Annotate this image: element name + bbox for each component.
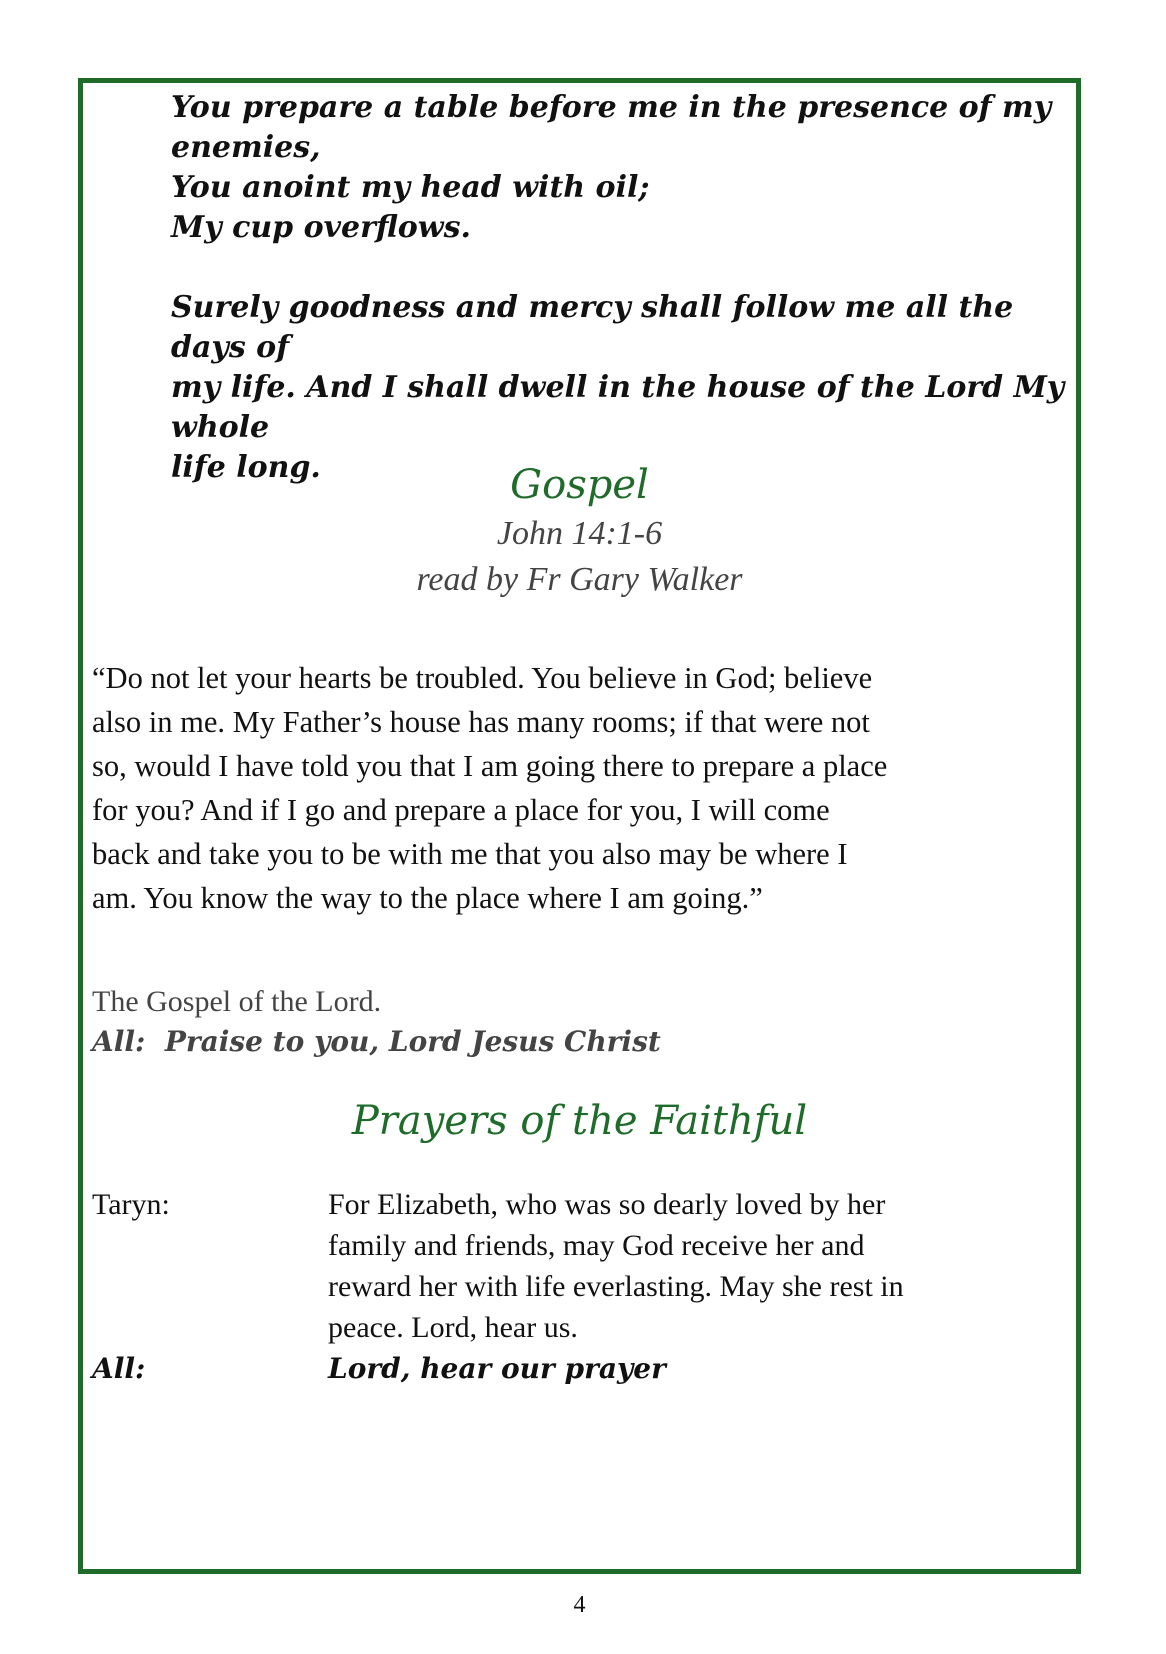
- prayer-text: [328, 1184, 1063, 1348]
- gospel-reference: John 14:1-6: [496, 515, 663, 552]
- prayer-line: For Elizabeth, who was so dearly loved by her: [328, 1188, 886, 1221]
- gospel-closing: The Gospel of the Lord.: [92, 985, 382, 1018]
- gospel-reader: read by Fr Gary Walker: [416, 561, 743, 598]
- gospel-acclamation: [92, 982, 1052, 1062]
- prayer-speaker: All:: [92, 1352, 146, 1385]
- gospel-heading: Gospel: [510, 462, 649, 508]
- gospel-reading-text: [92, 656, 1072, 920]
- page-number: 4: [573, 1592, 586, 1618]
- prayer-text: [328, 1348, 1063, 1389]
- psalm-line: You prepare a table before me in the presence of my: [171, 90, 1052, 125]
- prayer-line: reward her with life everlasting. May she rest in: [328, 1270, 904, 1303]
- gospel-line: am. You know the way to the place where I am going.”: [92, 881, 763, 915]
- psalm-line: My cup overflows.: [171, 210, 471, 245]
- gospel-response: All: Praise to you, Lord Jesus Christ: [92, 1025, 661, 1058]
- gospel-line: back and take you to be with me that you also may be where I: [92, 837, 848, 871]
- psalm-line: You anoint my head with oil;: [171, 170, 650, 205]
- gospel-line: “Do not let your hearts be troubled. You believe in God; believe: [92, 661, 873, 695]
- prayer-line: peace. Lord, hear us.: [328, 1311, 578, 1344]
- gospel-line: so, would I have told you that I am going there to prepare a place: [92, 749, 888, 783]
- prayer-speaker: Taryn:: [92, 1188, 170, 1221]
- prayer-line: Lord, hear our prayer: [328, 1352, 666, 1385]
- gospel-line: for you? And if I go and prepare a place for you, I will come: [92, 793, 830, 827]
- psalm-line: Surely goodness and mercy shall follow me all the days of: [171, 290, 1014, 365]
- prayer-response: [92, 1348, 1067, 1393]
- gospel-line: also in me. My Father’s house has many rooms; if that were not: [92, 705, 870, 739]
- psalm-line: life long.: [171, 450, 321, 485]
- prayers-heading: Prayers of the Faithful: [351, 1098, 808, 1144]
- psalm-line: enemies,: [171, 130, 321, 165]
- psalm-verses: [171, 88, 1071, 488]
- prayer-line: family and friends, may God receive her and: [328, 1229, 865, 1262]
- psalm-line: my life. And I shall dwell in the house of the Lord My whole: [171, 370, 1065, 445]
- prayer-intercession: [92, 1184, 1067, 1354]
